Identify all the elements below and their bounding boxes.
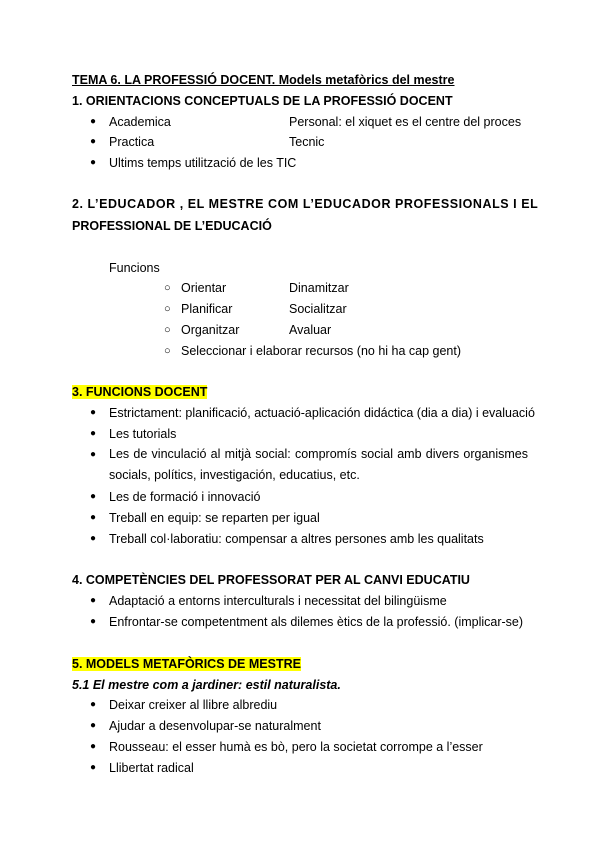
funcio-item: Planificar: [181, 302, 233, 316]
bullet-icon: ●: [90, 512, 97, 523]
bullet-icon: ●: [90, 449, 97, 460]
section-5-heading-text: 5. MODELS METAFÒRICS DE MESTRE: [72, 657, 301, 671]
list-item: Practica: [109, 135, 155, 149]
list-item: Enfrontar-se competentment als dilemes ètics de la professió. (implicar-se): [109, 615, 524, 629]
circle-bullet-icon: ○: [164, 282, 171, 294]
list-item: Treball col·laboratiu: compensar a altres persones amb les qualitats: [109, 532, 484, 546]
circle-bullet-icon: ○: [164, 303, 171, 315]
bullet-icon: ●: [90, 741, 97, 752]
section-2-heading-line2: PROFESSIONAL DE L’EDUCACIÓ: [72, 219, 272, 233]
bullet-icon: ●: [90, 720, 97, 731]
section-2-heading-line1: 2. L’EDUCADOR , EL MESTRE COM L’EDUCADOR PROFESSIONALS I EL: [72, 197, 539, 211]
funcio-item-secondary: Socialitzar: [289, 302, 347, 316]
funcio-item: Orientar: [181, 281, 227, 295]
list-item: Estrictament: planificació, actuació-aplicación didáctica (dia a dia) i evaluació: [109, 406, 535, 420]
list-item: Adaptació a entorns interculturals i necessitat del bilingüisme: [109, 594, 447, 608]
funcio-item: Seleccionar i elaborar recursos (no hi ha cap gent): [181, 344, 462, 358]
list-item: Rousseau: el esser humà es bò, pero la societat corrompe a l’esser: [109, 740, 483, 754]
circle-bullet-icon: ○: [164, 324, 171, 336]
circle-bullet-icon: ○: [164, 345, 171, 357]
list-item: Les tutorials: [109, 427, 177, 441]
list-item: Deixar creixer al llibre albrediu: [109, 698, 278, 712]
list-item: Llibertat radical: [109, 761, 194, 775]
bullet-icon: ●: [90, 428, 97, 439]
section-3-heading: [72, 384, 207, 400]
list-item: Les de vinculació al mitjà social: compromís social amb divers organismes socials, polítics, investigación, educatius, etc.: [109, 447, 528, 482]
bullet-icon: ●: [90, 491, 97, 502]
section-4-heading: 4. COMPETÈNCIES DEL PROFESSORAT PER AL CANVI EDUCATIU: [72, 573, 470, 587]
list-item-secondary: Tecnic: [289, 135, 325, 149]
section-5-1-heading: 5.1 El mestre com a jardiner: estil naturalista.: [72, 678, 341, 692]
funcions-label: Funcions: [109, 261, 160, 275]
section-1-heading: 1. ORIENTACIONS CONCEPTUALS DE LA PROFESSIÓ DOCENT: [72, 94, 453, 108]
bullet-icon: ●: [90, 533, 97, 544]
list-item: Les de formació i innovació: [109, 490, 261, 504]
document-title: TEMA 6. LA PROFESSIÓ DOCENT. Models metafòrics del mestre: [72, 73, 455, 87]
bullet-icon: ●: [90, 407, 97, 418]
bullet-icon: ●: [90, 616, 97, 627]
list-item: Treball en equip: se reparten per igual: [109, 511, 320, 525]
funcio-item-secondary: Dinamitzar: [289, 281, 349, 295]
bullet-icon: ●: [90, 136, 97, 147]
list-item: Ultims temps utilització de les TIC: [109, 156, 297, 170]
list-item-secondary: Personal: el xiquet es el centre del proces: [289, 115, 522, 129]
section-5-heading: [72, 656, 301, 672]
funcio-item: Organitzar: [181, 323, 240, 337]
section-3-heading-text: 3. FUNCIONS DOCENT: [72, 385, 208, 399]
bullet-icon: ●: [90, 116, 97, 127]
bullet-icon: ●: [90, 595, 97, 606]
bullet-icon: ●: [90, 762, 97, 773]
funcio-item-secondary: Avaluar: [289, 323, 332, 337]
list-item: Academica: [109, 115, 171, 129]
bullet-icon: ●: [90, 699, 97, 710]
bullet-icon: ●: [90, 157, 97, 168]
list-item: Ajudar a desenvolupar-se naturalment: [109, 719, 321, 733]
